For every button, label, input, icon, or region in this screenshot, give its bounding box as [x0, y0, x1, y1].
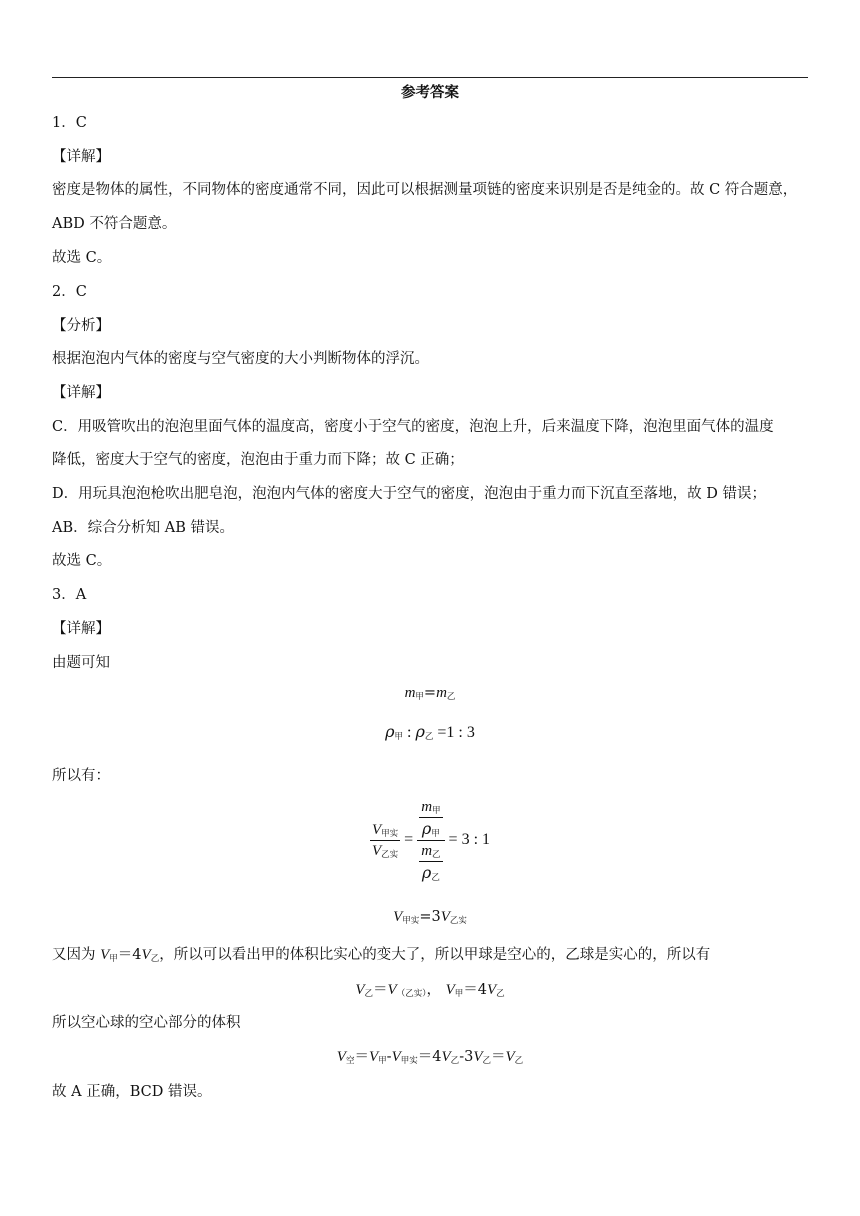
q3-detail-tag: 【详解】 — [52, 621, 110, 637]
q2-conclusion: 故选 C。 — [52, 553, 112, 569]
header-rule — [52, 77, 808, 78]
equation-mass-equal: $m_甲=m_乙$ — [404, 685, 456, 702]
q2-number: 2．C — [52, 284, 87, 300]
page-title: 参考答案 — [401, 84, 459, 101]
q2-option-c-line2: 降低，密度大于空气的密度，泡泡由于重力而下降；故 C 正确； — [52, 452, 464, 468]
q1-body-line2: ABD 不符合题意。 — [52, 216, 177, 232]
q1-detail-tag: 【详解】 — [52, 149, 110, 165]
q2-option-c-line1: C．用吸管吹出的泡泡里面气体的温度高，密度小于空气的密度，泡泡上升，后来温度下降，泡泡里面气体的温度 — [52, 419, 774, 435]
q2-detail-tag: 【详解】 — [52, 385, 110, 401]
q1-number: 1．C — [52, 115, 87, 131]
equation-volume-relations: $V_乙=V_{(乙实)}$， $V_甲=4V_乙$ — [355, 982, 505, 999]
q3-number: 3．A — [52, 587, 87, 603]
q1-conclusion: 故选 C。 — [52, 250, 112, 266]
equation-density-ratio: $\rho_甲$ : $\rho_乙 =1$ : 3 — [385, 722, 475, 741]
q3-reasoning: 又因为 $V_甲=4V_乙$，所以可以看出甲的体积比实心的变大了，所以甲球是空心的，乙球是实心的，所以有 — [52, 947, 711, 964]
volume-fraction: $\frac{V_{甲实}}{V_{乙实}}$ — [371, 822, 399, 859]
q1-body-line1: 密度是物体的属性，不同物体的密度通常不同，因此可以根据测量项链的密度来识别是否是纯金的。故 C 符合题意， — [52, 182, 798, 198]
equation-hollow-volume: $V_空=V_甲-V_{甲实}=4V_乙-3V_乙=V_乙$ — [336, 1049, 524, 1066]
q2-analysis: 根据泡泡内气体的密度与空气密度的大小判断物体的浮沉。 — [52, 351, 429, 367]
q2-option-ab: AB．综合分析知 AB 错误。 — [52, 520, 234, 536]
q3-conclusion: 故 A 正确，BCD 错误。 — [52, 1084, 212, 1100]
q2-analysis-tag: 【分析】 — [52, 318, 110, 334]
equation-volume-solid: $V_{甲实}=3V_{乙实}$ — [393, 909, 467, 926]
q2-option-d: D．用玩具泡泡枪吹出肥皂泡，泡泡内气体的密度大于空气的密度，泡泡由于重力而下沉直至落地，故 D 错误； — [52, 486, 766, 502]
q3-so: 所以有： — [52, 768, 110, 784]
mass-density-fraction: $\frac{\frac{m_甲}{\rho_甲}}{\frac{m_乙}{\rho_乙}}$ — [417, 798, 444, 883]
q3-intro: 由题可知 — [52, 655, 110, 671]
equation-volume-ratio: $\frac{V_{甲实}}{V_{乙实}}$ = $\frac{\frac{m_甲}{\rho_甲}}{\frac{m_乙}{\rho_乙}}$ = 3 : 1 — [371, 799, 491, 882]
q3-hollow-volume-text: 所以空心球的空心部分的体积 — [52, 1015, 241, 1031]
